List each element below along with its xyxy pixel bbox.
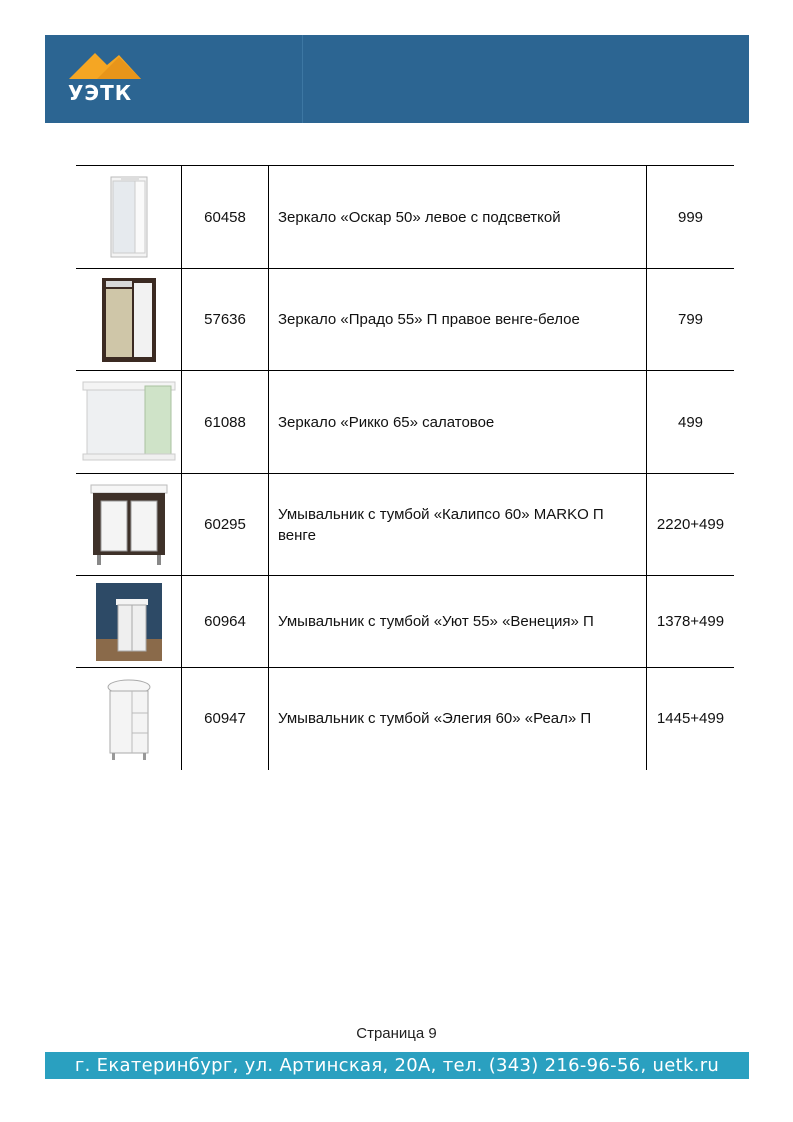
product-price: 999 <box>647 166 735 269</box>
product-name: Умывальник с тумбой «Уют 55» «Венеция» П <box>269 576 647 668</box>
vanity-wenge-icon <box>89 483 169 567</box>
product-price: 1378+499 <box>647 576 735 668</box>
table-row <box>76 269 734 371</box>
product-image-cell <box>76 269 182 371</box>
page-number: Страница 9 <box>356 1025 437 1042</box>
vanity-white-photo-icon <box>96 583 162 661</box>
footer-banner <box>45 1052 749 1079</box>
mirror-cabinet-green-icon <box>81 380 177 464</box>
mirror-cabinet-wenge-icon <box>101 277 157 363</box>
product-image-cell <box>76 576 182 668</box>
product-image-cell <box>76 474 182 576</box>
mirror-cabinet-white-icon <box>107 175 151 259</box>
product-image-cell <box>76 166 182 269</box>
product-code: 57636 <box>182 269 269 371</box>
product-name: Умывальник с тумбой «Калипсо 60» MARKO П венге <box>269 474 647 576</box>
product-code: 61088 <box>182 371 269 474</box>
product-code: 60947 <box>182 668 269 770</box>
product-name: Зеркало «Рикко 65» салатовое <box>269 371 647 474</box>
header-banner <box>45 35 749 123</box>
product-code: 60295 <box>182 474 269 576</box>
product-code: 60964 <box>182 576 269 668</box>
product-table <box>76 165 734 770</box>
product-image-cell <box>76 371 182 474</box>
product-price: 1445+499 <box>647 668 735 770</box>
logo-roof-icon <box>67 51 143 81</box>
product-price: 2220+499 <box>647 474 735 576</box>
product-name: Зеркало «Прадо 55» П правое венге-белое <box>269 269 647 371</box>
table-row <box>76 576 734 668</box>
product-price: 799 <box>647 269 735 371</box>
vanity-white-icon <box>106 677 152 761</box>
company-logo <box>67 51 143 107</box>
product-image-cell <box>76 668 182 770</box>
product-price: 499 <box>647 371 735 474</box>
header-divider <box>302 35 303 123</box>
table-row <box>76 668 734 770</box>
logo-text: УЭТК <box>68 81 133 105</box>
product-name: Зеркало «Оскар 50» левое с подсветкой <box>269 166 647 269</box>
product-name: Умывальник с тумбой «Элегия 60» «Реал» П <box>269 668 647 770</box>
table-row <box>76 474 734 576</box>
footer-contact-text: г. Екатеринбург, ул. Артинская, 20А, тел. (343) 216-96-56, uetk.ru <box>74 1055 720 1076</box>
table-row <box>76 166 734 269</box>
product-code: 60458 <box>182 166 269 269</box>
table-row <box>76 371 734 474</box>
